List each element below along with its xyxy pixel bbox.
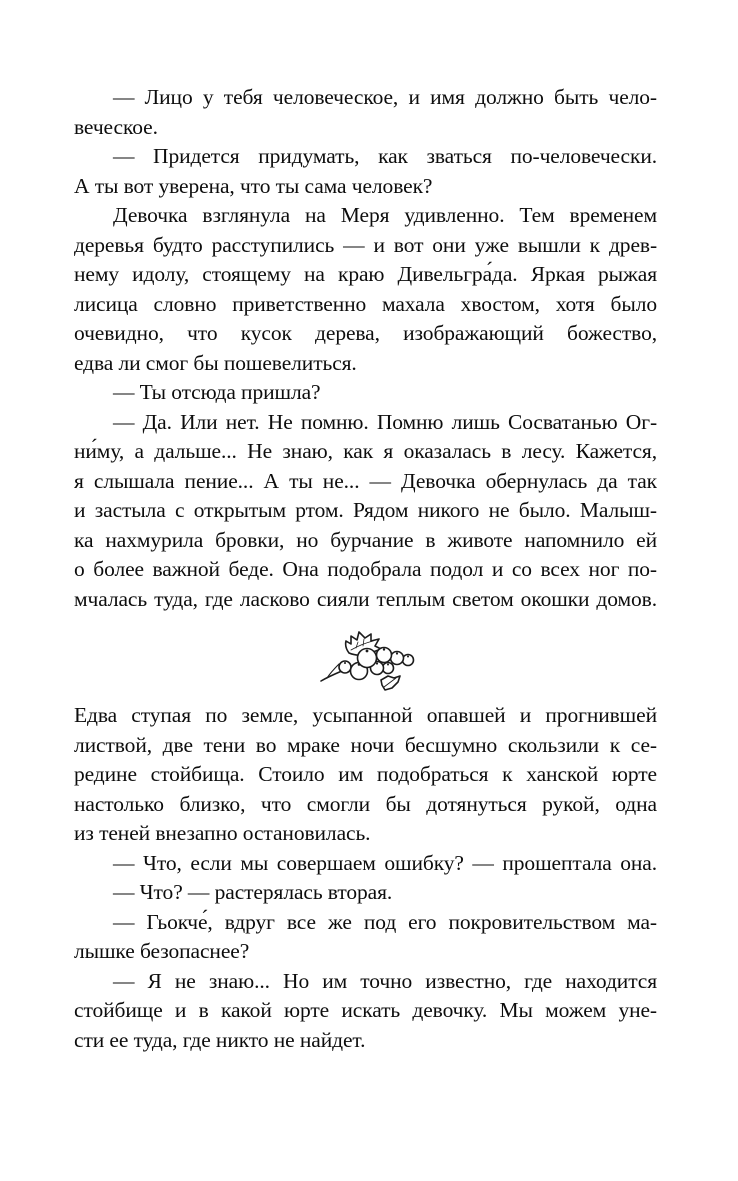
text-line: лышке безопаснее? (74, 939, 250, 963)
text-line: — Да. Или нет. Не помню. Помню лишь Сосватанью Ог- (113, 409, 657, 434)
text-line: сти ее туда, где никто не найдет. (74, 1027, 366, 1052)
text-line: деревья будто расступились — и вот они уже вышли к древ- (74, 232, 657, 257)
text-line: листвой, две тени во мраке ночи бесшумно скользили к се- (74, 732, 657, 757)
text-line: о более важной беде. Она подобрала подол и со всех ног по- (74, 557, 657, 581)
text-section-bottom (74, 701, 657, 1055)
berry-cluster-ornament-icon (318, 630, 420, 696)
text-line: Девочка взглянула на Меря удивленно. Тем временем (113, 203, 657, 227)
text-line: веческое. (74, 114, 158, 139)
text-line: Едва ступая по земле, усыпанной опавшей и прогнившей (74, 703, 657, 727)
text-line: настолько близко, что смогли бы дотянуться рукой, одна (74, 791, 657, 816)
text-line: лисица словно приветственно махала хвостом, хотя было (74, 291, 657, 316)
text-line: и застыла с открытым ртом. Рядом никого не было. Малыш- (74, 498, 657, 522)
text-line: — Ты отсюда пришла? (113, 380, 321, 404)
text-line: — Я не знаю... Но им точно известно, где находится (113, 968, 657, 993)
text-line: — Придется придумать, как зваться по-человечески. (113, 144, 657, 168)
text-line: — Гьокче́, вдруг все же под его покровительством ма- (113, 909, 657, 934)
text-line: я слышала пение... А ты не... — Девочка обернулась да так (74, 468, 657, 493)
text-line: едва ли смог бы пошевелиться. (74, 350, 357, 375)
text-line: редине стойбища. Стоило им подобраться к ханской юрте (74, 762, 657, 786)
text-line: ка нахмурила бровки, но бурчание в животе напомнило ей (74, 527, 657, 552)
text-line: стойбище и в какой юрте искать девочку. Мы можем уне- (74, 998, 657, 1022)
text-line: из теней внезапно остановилась. (74, 821, 371, 845)
text-section-top (74, 83, 657, 614)
text-line: очевидно, что кусок дерева, изображающий божество, (74, 321, 657, 345)
text-line: мчалась туда, где ласково сияли теплым светом окошки домов. (74, 586, 657, 611)
text-line: — Что, если мы совершаем ошибку? — прошептала она. (113, 850, 657, 875)
text-line: нему идолу, стоящему на краю Дивельгра́да. Яркая рыжая (74, 262, 657, 286)
section-break-ornament (0, 629, 738, 697)
text-line: ни́му, а дальше... Не знаю, как я оказалась в лесу. Кажется, (74, 439, 657, 463)
text-line: — Что? — растерялась вторая. (113, 880, 393, 904)
text-line: А ты вот уверена, что ты сама человек? (74, 173, 433, 198)
text-line: — Лицо у тебя человеческое, и имя должно быть чело- (113, 85, 657, 109)
